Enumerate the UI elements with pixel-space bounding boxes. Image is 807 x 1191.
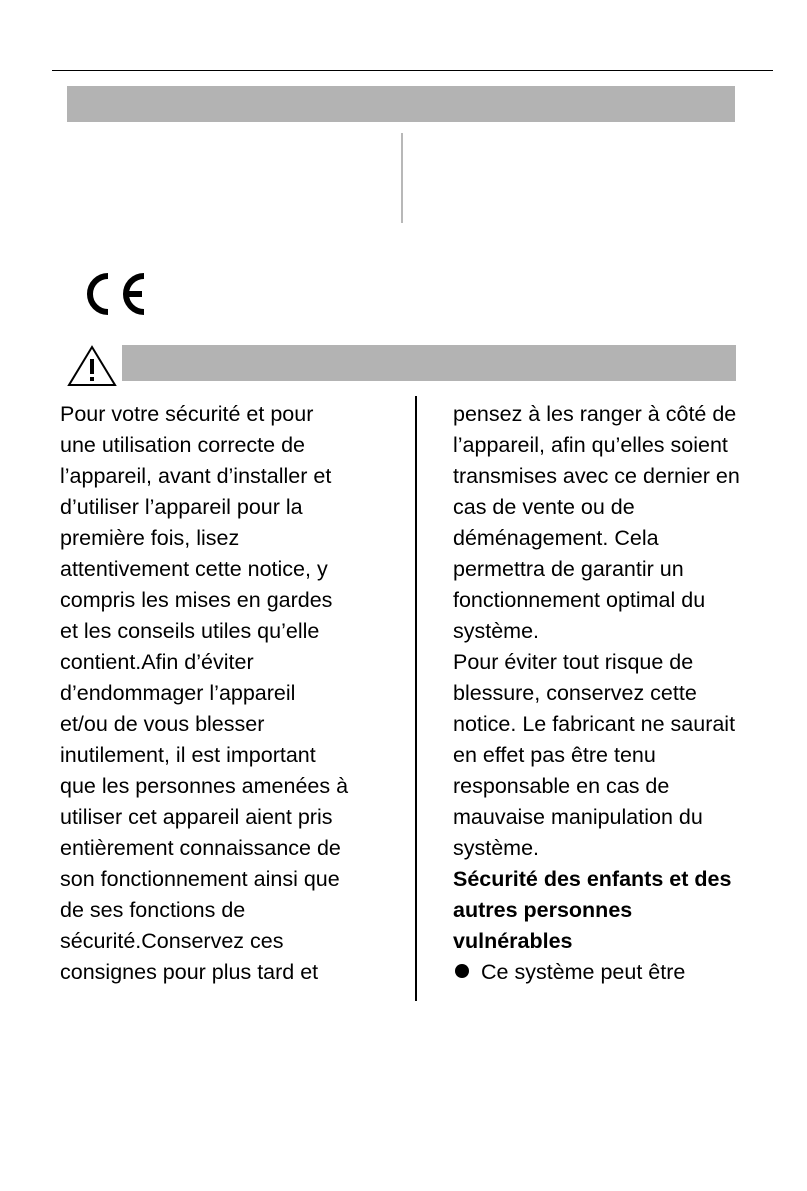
bullet-text: Ce système peut être <box>481 960 686 984</box>
text-line: responsable en cas de <box>453 774 670 798</box>
bullet-icon <box>455 964 469 978</box>
text-line: une utilisation correcte de <box>60 433 306 457</box>
right-text-column <box>453 399 803 988</box>
bullet-item <box>453 957 803 988</box>
text-line: système. <box>453 619 540 643</box>
text-line: notice. Le fabricant ne saurait <box>453 712 736 736</box>
text-line: permettra de garantir un <box>453 557 684 581</box>
subheading-line: autres personnes <box>453 898 633 922</box>
text-line: transmises avec ce dernier en <box>453 464 740 488</box>
text-line: contient.Afin d’éviter <box>60 650 254 674</box>
text-line: fonctionnement optimal du <box>453 588 706 612</box>
text-line: l’appareil, afin qu’elles soient <box>453 433 728 457</box>
warning-triangle-icon <box>66 344 118 388</box>
top-rule <box>52 70 773 71</box>
subheading-line: vulnérables <box>453 929 573 953</box>
left-text-column <box>60 399 405 988</box>
section-header-bar <box>67 86 735 122</box>
text-line: d’utiliser l’appareil pour la <box>60 495 303 519</box>
subheading-line: Sécurité des enfants et des <box>453 867 732 891</box>
text-line: et les conseils utiles qu’elle <box>60 619 320 643</box>
text-line: mauvaise manipulation du <box>453 805 703 829</box>
text-line: compris les mises en gardes <box>60 588 333 612</box>
text-line: l’appareil, avant d’installer et <box>60 464 332 488</box>
text-line: pensez à les ranger à côté de <box>453 402 737 426</box>
text-line: cas de vente ou de <box>453 495 635 519</box>
text-line: blessure, conservez cette <box>453 681 697 705</box>
text-line: de ses fonctions de <box>60 898 246 922</box>
text-line: son fonctionnement ainsi que <box>60 867 340 891</box>
text-line: inutilement, il est important <box>60 743 316 767</box>
safety-section-bar <box>122 345 736 381</box>
ce-mark-icon <box>80 270 152 318</box>
header-column-divider <box>401 133 403 223</box>
text-line: attentivement cette notice, y <box>60 557 328 581</box>
text-line: que les personnes amenées à <box>60 774 349 798</box>
text-line: entièrement connaissance de <box>60 836 341 860</box>
column-divider <box>415 396 417 1001</box>
text-line: première fois, lisez <box>60 526 240 550</box>
text-line: système. <box>453 836 540 860</box>
text-line: en effet pas être tenu <box>453 743 656 767</box>
text-line: Pour éviter tout risque de <box>453 650 694 674</box>
text-line: Pour votre sécurité et pour <box>60 402 314 426</box>
text-line: utiliser cet appareil aient pris <box>60 805 333 829</box>
text-line: déménagement. Cela <box>453 526 659 550</box>
text-line: et/ou de vous blesser <box>60 712 265 736</box>
text-line: consignes pour plus tard et <box>60 960 319 984</box>
text-line: sécurité.Conservez ces <box>60 929 284 953</box>
text-line: d’endommager l’appareil <box>60 681 296 705</box>
